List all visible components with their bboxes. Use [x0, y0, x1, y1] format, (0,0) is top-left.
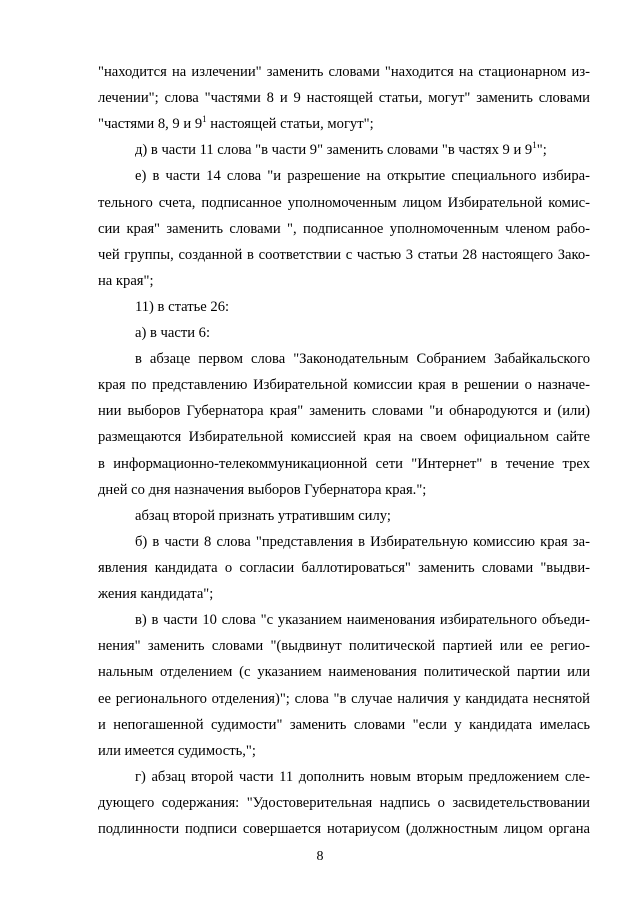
text-line: или имеется судимость,";: [98, 742, 256, 759]
text-line: "находится на излечении" заменить словами "находится на стационарном из-: [98, 64, 590, 80]
text-span: "частями 8, 9 и 9: [98, 116, 203, 133]
text-line: чей группы, созданной в соответствии с частью 3 статьи 28 настоящего Зако-: [98, 246, 590, 263]
text-line: [135, 141, 590, 159]
superscript: 1: [532, 140, 537, 151]
text-line: 11) в статье 26:: [135, 298, 230, 315]
text-span: ";: [536, 142, 547, 159]
text-line: [98, 115, 590, 133]
text-line: и непогашенной судимости" заменить словами "если у кандидата имелась: [98, 716, 590, 733]
text-line: края по представлению Избирательной комиссии края в решении о назначе-: [98, 377, 590, 394]
text-line: дней со дня назначения выборов Губернатора края.";: [98, 481, 427, 498]
text-line: б) в части 8 слова "представления в Избирательную комиссию края за-: [135, 533, 590, 550]
superscript: 1: [202, 114, 207, 125]
text-span: д) в части 11 слова "в части 9" заменить словами "в частях 9 и 9: [135, 142, 533, 159]
text-line: в) в части 10 слова "с указанием наименования избирательного объеди-: [135, 612, 590, 629]
text-line: подлинности подписи совершается нотариусом (должностным лицом органа: [98, 821, 590, 837]
text-line: в абзаце первом слова "Законодательным Собранием Забайкальского: [135, 351, 590, 368]
text-line: тельного счета, подписанное уполномоченным лицом Избирательной комис-: [98, 194, 590, 211]
text-line: явления кандидата о согласии баллотироваться" заменить словами "выдви-: [98, 560, 590, 576]
text-line: лечении"; слова "частями 8 и 9 настоящей статьи, могут" заменить словами: [98, 90, 590, 107]
text-line: нальным отделением (с указанием наименования политической партии или: [98, 664, 590, 681]
text-line: а) в части 6:: [135, 325, 211, 341]
text-line: нения" заменить словами "(выдвинут политической партией или ее регио-: [98, 638, 590, 655]
text-line: дующего содержания: "Удостоверительная надпись о засвидетельствовании: [98, 794, 590, 811]
text-line: нии выборов Губернатора края" заменить словами "и обнародуются и (или): [98, 403, 590, 420]
text-line: жения кандидата";: [98, 586, 214, 603]
text-line: е) в части 14 слова "и разрешение на открытие специального избира-: [135, 168, 590, 185]
text-line: размещаются Избирательной комиссией края на своем официальном сайте: [98, 429, 590, 446]
text-line: на края";: [98, 272, 154, 289]
text-line: в информационно-телекоммуникационной сети "Интернет" в течение трех: [98, 455, 590, 472]
text-line: г) абзац второй части 11 дополнить новым вторым предложением сле-: [135, 768, 590, 785]
page-number: 8: [316, 849, 324, 864]
text-line: ее регионального отделения)"; слова "в случае наличия у кандидата неснятой: [98, 690, 590, 707]
text-span: настоящей статьи, могут";: [206, 116, 374, 133]
text-line: абзац второй признать утратившим силу;: [135, 507, 391, 524]
text-line: сии края" заменить словами ", подписанное уполномоченным членом рабо-: [98, 220, 590, 237]
